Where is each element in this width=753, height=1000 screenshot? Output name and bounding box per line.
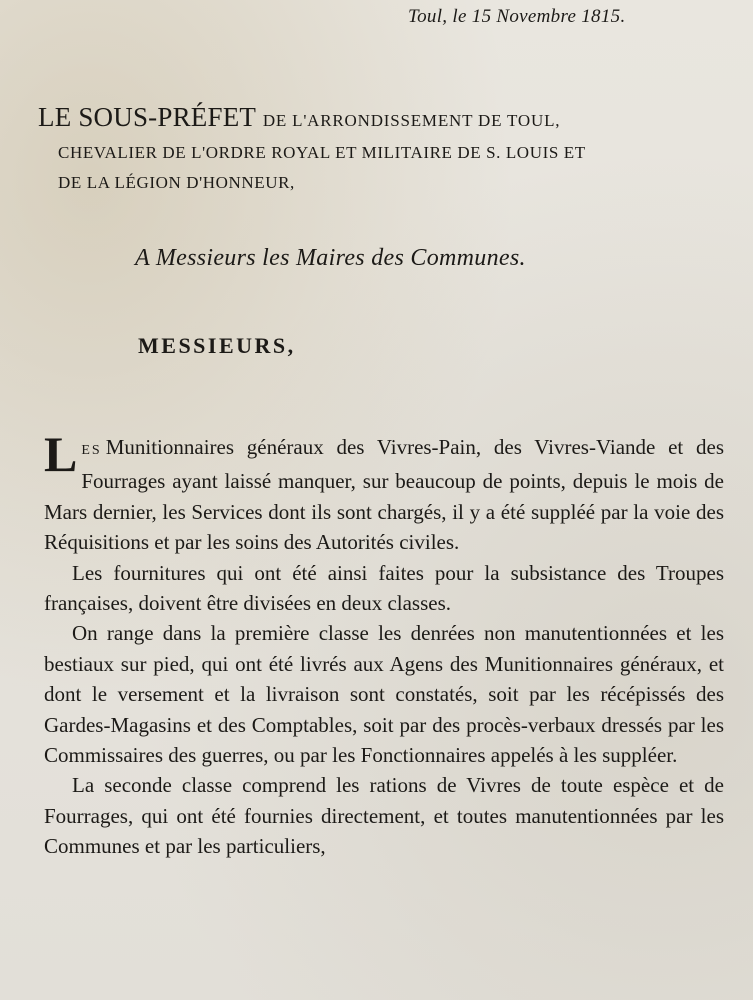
letter-body xyxy=(44,426,724,862)
salutation: MESSIEURS, xyxy=(138,333,296,358)
heading-line-1 xyxy=(38,100,728,138)
heading-line-2: CHEVALIER DE L'ORDRE ROYAL ET MILITAIRE DE S. LOUIS ET xyxy=(58,143,586,162)
paragraph-1 xyxy=(44,426,724,558)
heading-arrondissement: DE L'ARRONDISSEMENT DE TOUL, xyxy=(262,111,561,130)
paragraph-4: La seconde classe comprend les rations de Vivres de toute espèce et de Fourrages, qui ont été fournies directement, et toutes manutentionnées par les Communes et par les particuliers, xyxy=(44,773,724,859)
document-heading xyxy=(38,100,728,198)
paragraph-1-text: Munitionnaires généraux des Vivres-Pain, des Vivres-Viande et des Fourrages ayant laissé manquer, sur beaucoup de points, depuis le mois de Mars dernier, les Services dont ils sont chargés, il y a été suppléé par la voie des Réquisitions et par les soins des Autorités civiles. xyxy=(44,435,724,555)
paragraph-2: Les fournitures qui ont été ainsi faites pour la subsistance des Troupes françaises, doivent être divisées en deux classes. xyxy=(44,560,724,616)
dateline: Toul, le 15 Novembre 1815. xyxy=(408,6,626,27)
paragraph-1-smallcaps: ES xyxy=(81,443,102,458)
address-line: A Messieurs les Maires des Communes. xyxy=(135,245,526,271)
heading-line-3: DE LA LÉGION D'HONNEUR, xyxy=(58,173,295,192)
drop-capital: L xyxy=(44,426,78,482)
paragraph-3: On range dans la première classe les denrées non manutentionnées et les bestiaux sur pied, qui ont été livrés aux Agens des Munitionnaires généraux, et dont le versement et la livraison sont constatés, soit par les récépissés des Gardes-Magasins et des Comptables, soit par des procès-verbaux dressés par les Commissaires des guerres, ou par les Fonctionnaires appelés à les suppléer. xyxy=(44,621,724,768)
heading-title: LE SOUS-PRÉFET xyxy=(38,102,257,132)
